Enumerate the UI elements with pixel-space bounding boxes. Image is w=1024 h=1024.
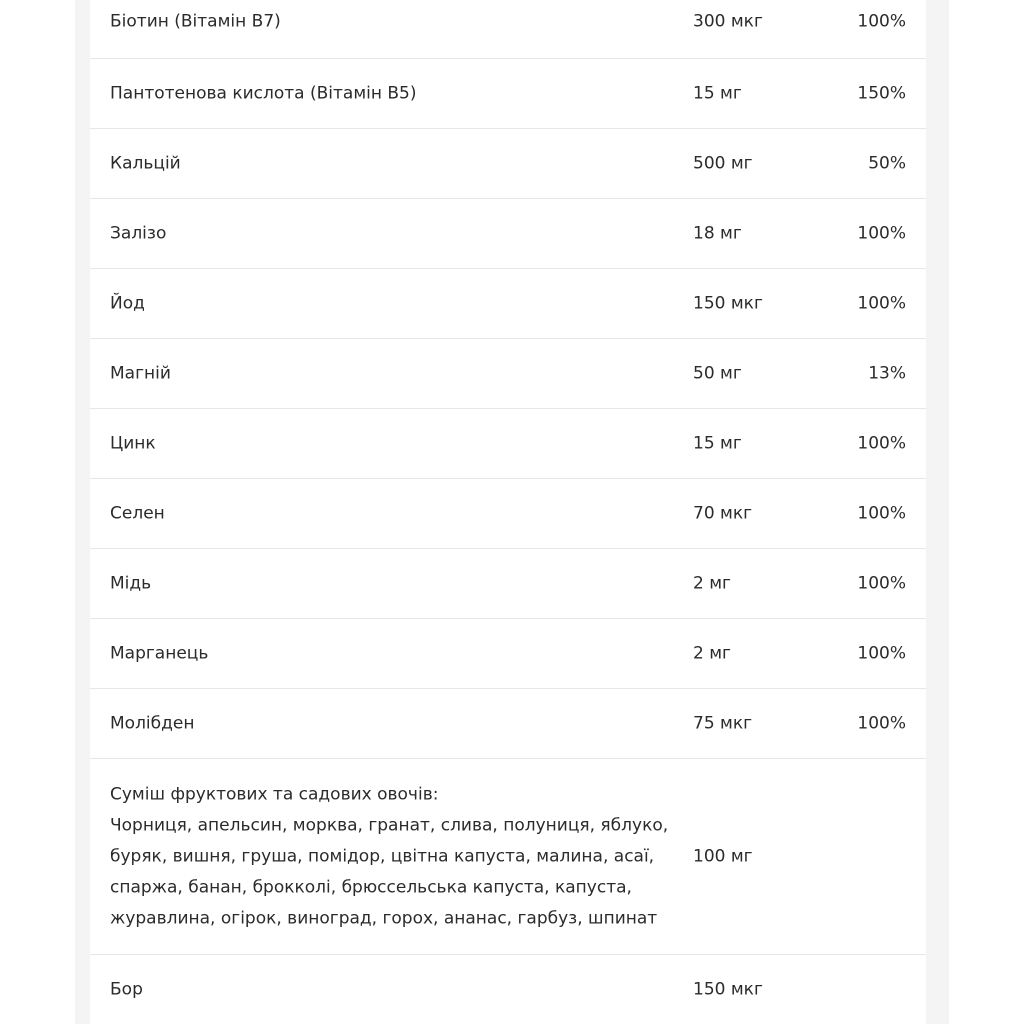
table-row-blend (90, 759, 926, 955)
nutrient-percent: 150% (857, 83, 906, 103)
nutrient-amount: 2 мг (693, 643, 731, 663)
nutrient-name: Селен (110, 503, 165, 523)
blend-line: буряк, вишня, груша, помідор, цвітна капуста, малина, асаї, (110, 846, 655, 866)
nutrient-percent: 100% (857, 713, 906, 733)
nutrient-name: Пантотенова кислота (Вітамін В5) (110, 83, 417, 103)
nutrient-percent: 50% (868, 153, 906, 173)
table-row (90, 199, 926, 269)
table-row (90, 269, 926, 339)
nutrient-percent: 100% (857, 573, 906, 593)
nutrient-name: Бор (110, 979, 143, 1000)
nutrient-percent: 13% (868, 363, 906, 383)
nutrient-amount: 18 мг (693, 223, 742, 243)
nutrient-name: Мідь (110, 573, 152, 593)
nutrient-name: Йод (110, 293, 145, 313)
table-row (90, 0, 926, 59)
nutrient-name: Кальцій (110, 153, 181, 173)
nutrient-percent: 100% (857, 293, 906, 313)
nutrient-amount: 15 мг (693, 83, 742, 103)
nutrient-name: Марганець (110, 643, 209, 663)
nutrient-name: Молібден (110, 713, 195, 733)
nutrition-table (90, 0, 926, 1024)
nutrient-amount: 500 мг (693, 153, 753, 173)
table-row (90, 59, 926, 129)
nutrient-amount: 50 мг (693, 363, 742, 383)
table-row (90, 549, 926, 619)
nutrient-percent: 100% (857, 643, 906, 663)
table-row (90, 955, 926, 1024)
nutrient-name: Магній (110, 363, 171, 383)
nutrient-amount: 300 мкг (693, 11, 763, 32)
blend-description (110, 779, 670, 934)
blend-line: журавлина, огірок, виноград, горох, ананас, гарбуз, шпинат (110, 908, 658, 928)
table-row (90, 689, 926, 759)
nutrient-amount: 150 мкг (693, 293, 763, 313)
blend-line: спаржа, банан, брокколі, брюссельська капуста, капуста, (110, 877, 632, 897)
table-row (90, 409, 926, 479)
blend-line: Чорниця, апельсин, морква, гранат, слива, полуниця, яблуко, (110, 815, 669, 835)
table-row (90, 619, 926, 689)
nutrient-percent: 100% (857, 503, 906, 523)
nutrient-name: Біотин (Вітамін В7) (110, 11, 281, 32)
nutrient-percent: 100% (857, 11, 906, 32)
nutrient-amount: 75 мкг (693, 713, 753, 733)
nutrient-percent: 100% (857, 223, 906, 243)
nutrient-amount: 70 мкг (693, 503, 753, 523)
table-row (90, 129, 926, 199)
nutrient-amount: 150 мкг (693, 979, 763, 1000)
nutrient-amount: 15 мг (693, 433, 742, 453)
nutrient-name: Цинк (110, 433, 156, 453)
nutrient-percent: 100% (857, 433, 906, 453)
nutrient-amount: 100 мг (693, 846, 753, 866)
nutrient-name: Залізо (110, 223, 167, 243)
table-row (90, 339, 926, 409)
blend-line: Суміш фруктових та садових овочів: (110, 784, 439, 804)
table-row (90, 479, 926, 549)
nutrient-amount: 2 мг (693, 573, 731, 593)
